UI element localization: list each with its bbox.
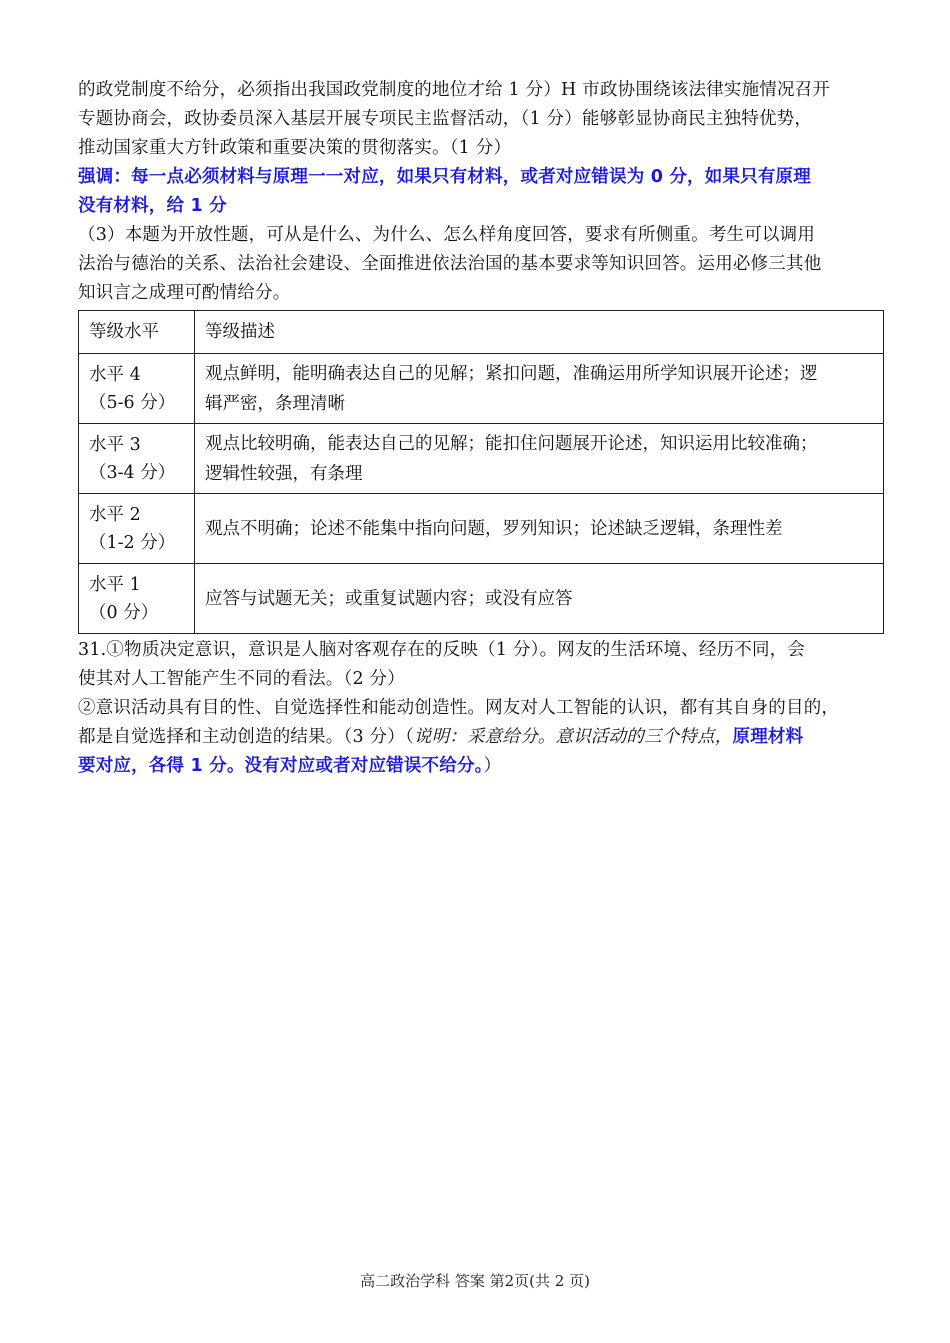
intro-line: 推动国家重大方针政策和重要决策的贯彻落实。（1 分） <box>78 138 512 158</box>
level-name: 水平 2 <box>89 504 141 525</box>
level-score: （0 分） <box>89 602 159 623</box>
table-header-row <box>79 311 884 354</box>
emphasis-line: 强调：每一点必须材料与原理一一对应，如果只有材料，或者对应错误为 0 分，如果只有原理 <box>78 167 811 187</box>
level-score: （5-6 分） <box>89 392 176 413</box>
grading-table <box>78 310 884 634</box>
q3-line: 法治与德治的关系、法治社会建设、全面推进依法治国的基本要求等知识回答。运用必修三其他 <box>78 254 822 274</box>
level-name: 水平 3 <box>89 434 141 455</box>
level-cell <box>79 494 195 564</box>
question-3-guidance <box>78 221 884 308</box>
description-cell <box>195 494 884 564</box>
q31-line: 使其对人工智能产生不同的看法。（2 分） <box>78 669 405 689</box>
description-line: 逻辑性较强，有条理 <box>205 463 363 484</box>
q31-line <box>78 723 884 752</box>
level-cell <box>79 354 195 424</box>
q31-text: 都是自觉选择和主动创造的结果。（3 分）（ <box>78 727 414 747</box>
q3-line: （3）本题为开放性题，可从是什么、为什么、怎么样角度回答，要求有所侧重。考生可以调用 <box>78 225 816 245</box>
description-line: 观点比较明确，能表达自己的见解；能扣住问题展开论述，知识运用比较准确； <box>205 433 818 454</box>
q31-note: 说明：采意给分。意识活动的三个特点， <box>413 727 733 747</box>
description-line: 应答与试题无关；或重复试题内容；或没有应答 <box>205 588 573 609</box>
description-line: 辑严密，条理清晰 <box>205 393 345 414</box>
table-row <box>79 494 884 564</box>
header-description: 等级描述 <box>195 311 884 354</box>
description-cell <box>195 424 884 494</box>
description-line: 观点不明确；论述不能集中指向问题，罗列知识；论述缺乏逻辑，条理性差 <box>205 518 783 539</box>
q31-line: 31.①物质决定意识，意识是人脑对客观存在的反映（1 分）。网友的生活环境、经历不同，会 <box>78 640 806 660</box>
q31-emphasis: 原理材料 <box>732 727 804 747</box>
header-level: 等级水平 <box>79 311 195 354</box>
q3-line: 知识言之成理可酌情给分。 <box>78 283 291 303</box>
level-cell <box>79 564 195 634</box>
intro-paragraph <box>78 76 884 163</box>
level-name: 水平 1 <box>89 574 141 595</box>
intro-line: 的政党制度不给分，必须指出我国政党制度的地位才给 1 分）H 市政协围绕该法律实施情况召开 <box>78 80 831 100</box>
q31-line <box>78 752 884 781</box>
level-name: 水平 4 <box>89 364 141 385</box>
page-footer: 高二政治学科 答案 第2页(共 2 页) <box>360 1272 590 1290</box>
description-cell <box>195 564 884 634</box>
q31-emphasis: 要对应，各得 1 分。没有对应或者对应错误不给分。 <box>78 756 484 776</box>
description-cell <box>195 354 884 424</box>
description-line: 观点鲜明，能明确表达自己的见解；紧扣问题，准确运用所学知识展开论述；逻 <box>205 363 818 384</box>
table-row <box>79 564 884 634</box>
emphasis-line: 没有材料，给 1 分 <box>78 196 227 216</box>
table-row <box>79 424 884 494</box>
answer-page <box>78 76 884 781</box>
level-score: （3-4 分） <box>89 462 176 483</box>
q31-line: ②意识活动具有目的性、自觉选择性和能动创造性。网友对人工智能的认识，都有其自身的目的， <box>78 698 840 718</box>
question-31-answer <box>78 636 884 781</box>
table-row <box>79 354 884 424</box>
intro-line: 专题协商会，政协委员深入基层开展专项民主监督活动，（1 分）能够彰显协商民主独特优势， <box>78 109 813 129</box>
q31-text: ） <box>483 756 502 776</box>
level-cell <box>79 424 195 494</box>
level-score: （1-2 分） <box>89 532 176 553</box>
emphasis-note <box>78 163 884 221</box>
